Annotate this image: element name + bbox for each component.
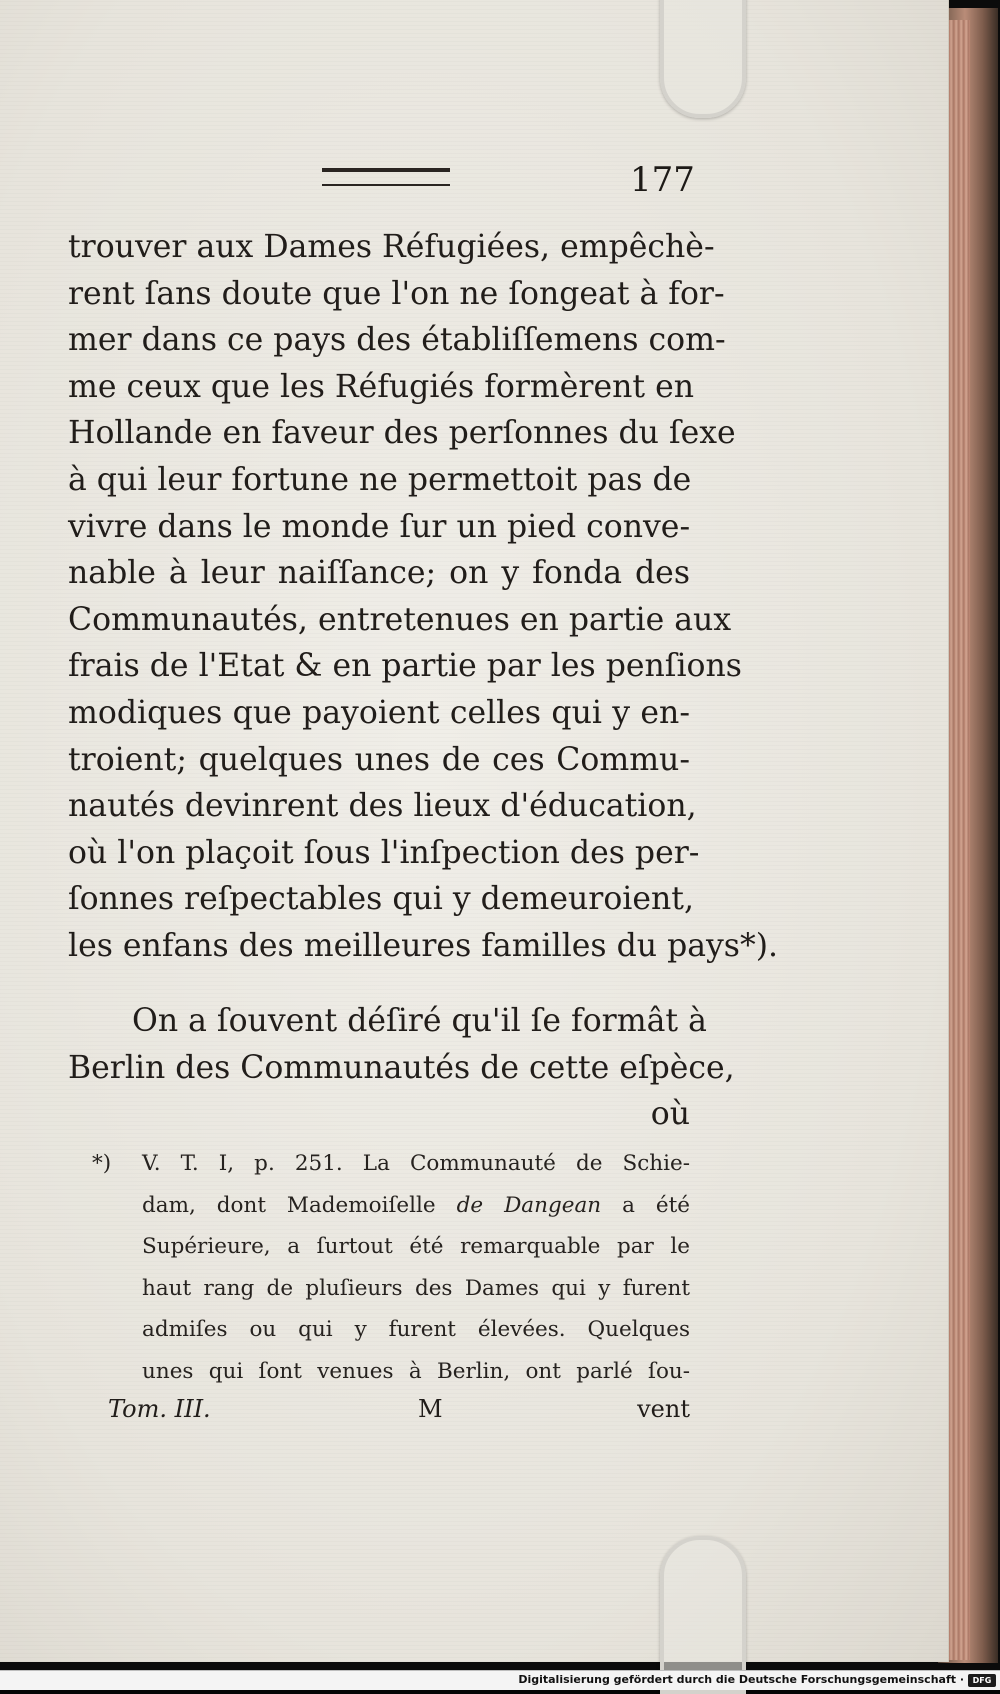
body-paragraph-2 — [68, 998, 735, 1138]
volume-signature: Tom. III. — [108, 1395, 211, 1423]
text-line: nautés devinrent des lieux d'éducation, — [68, 788, 697, 825]
page-number: 177 — [630, 160, 695, 200]
text-line: vivre dans le monde ſur un pied conve- — [68, 508, 691, 545]
text-line: les enfans des meilleures familles du pays*). — [68, 927, 779, 964]
catchword: vent — [637, 1395, 690, 1423]
footnote-line: haut rang de pluſieurs des Dames qui y furent — [142, 1275, 690, 1301]
footnote-line — [92, 1185, 690, 1227]
text-line: me ceux que les Réfugiés formèrent en — [68, 368, 695, 405]
footnote-line — [92, 1143, 690, 1185]
footnote-text: a été — [622, 1192, 690, 1218]
funding-credit: Digitalisierung gefördert durch die Deutsche Forschungsgemeinschaft · — [518, 1673, 964, 1686]
text-line: rent ſans doute que l'on ne ſongeat à for- — [68, 275, 725, 312]
text-line: nable à leur naiſſance; on y fonda des — [68, 555, 690, 592]
text-line: Hollande en faveur des perſonnes du ſexe — [68, 415, 736, 452]
body-paragraph-1 — [68, 224, 779, 970]
text-line: mer dans ce pays des établiſſemens com- — [68, 322, 726, 359]
footnote-line: unes qui ſont venues à Berlin, ont parlé ſou- — [142, 1358, 690, 1384]
text-line: où — [650, 1096, 690, 1133]
text-line: On a ſouvent déſiré qu'il ſe formât à — [132, 1003, 707, 1039]
text-line: trouver aux Dames Réfugiées, empêchè- — [68, 229, 715, 265]
text-line: frais de l'Etat & en partie par les penſions — [68, 648, 742, 685]
text-line: à qui leur fortune ne permettoit pas de — [68, 461, 692, 498]
dfg-logo-icon: DFG — [968, 1674, 996, 1687]
text-line: où l'on plaçoit ſous l'inſpection des per- — [68, 834, 700, 871]
credit-bar — [0, 1670, 1000, 1690]
header-rule — [322, 168, 450, 186]
footnote-text: V. T. I, p. 251. La Communauté de Schie- — [142, 1151, 690, 1176]
footnote-marker: *) — [92, 1151, 112, 1176]
footnote-line: Supérieure, a ſurtout été remarquable par le — [142, 1234, 690, 1259]
footnote — [92, 1143, 690, 1392]
gathering-signature: M — [418, 1395, 443, 1423]
text-line: Communautés, entretenues en partie aux — [68, 601, 732, 638]
text-line: ſonnes reſpectables qui y demeuroient, — [68, 881, 694, 918]
text-line: modiques que payoient celles qui y en- — [68, 694, 690, 731]
page-footer — [108, 1395, 690, 1435]
book-clip-top — [660, 0, 746, 118]
footnote-italic-name: de Dangean — [456, 1192, 602, 1218]
footnote-line: admiſes ou qui y furent élevées. Quelques — [142, 1317, 690, 1342]
text-line: Berlin des Communautés de cette eſpèce, — [68, 1049, 735, 1086]
footnote-text: dam, dont Mademoiſelle — [142, 1192, 436, 1218]
text-line: troient; quelques unes de ces Commu- — [68, 741, 690, 778]
